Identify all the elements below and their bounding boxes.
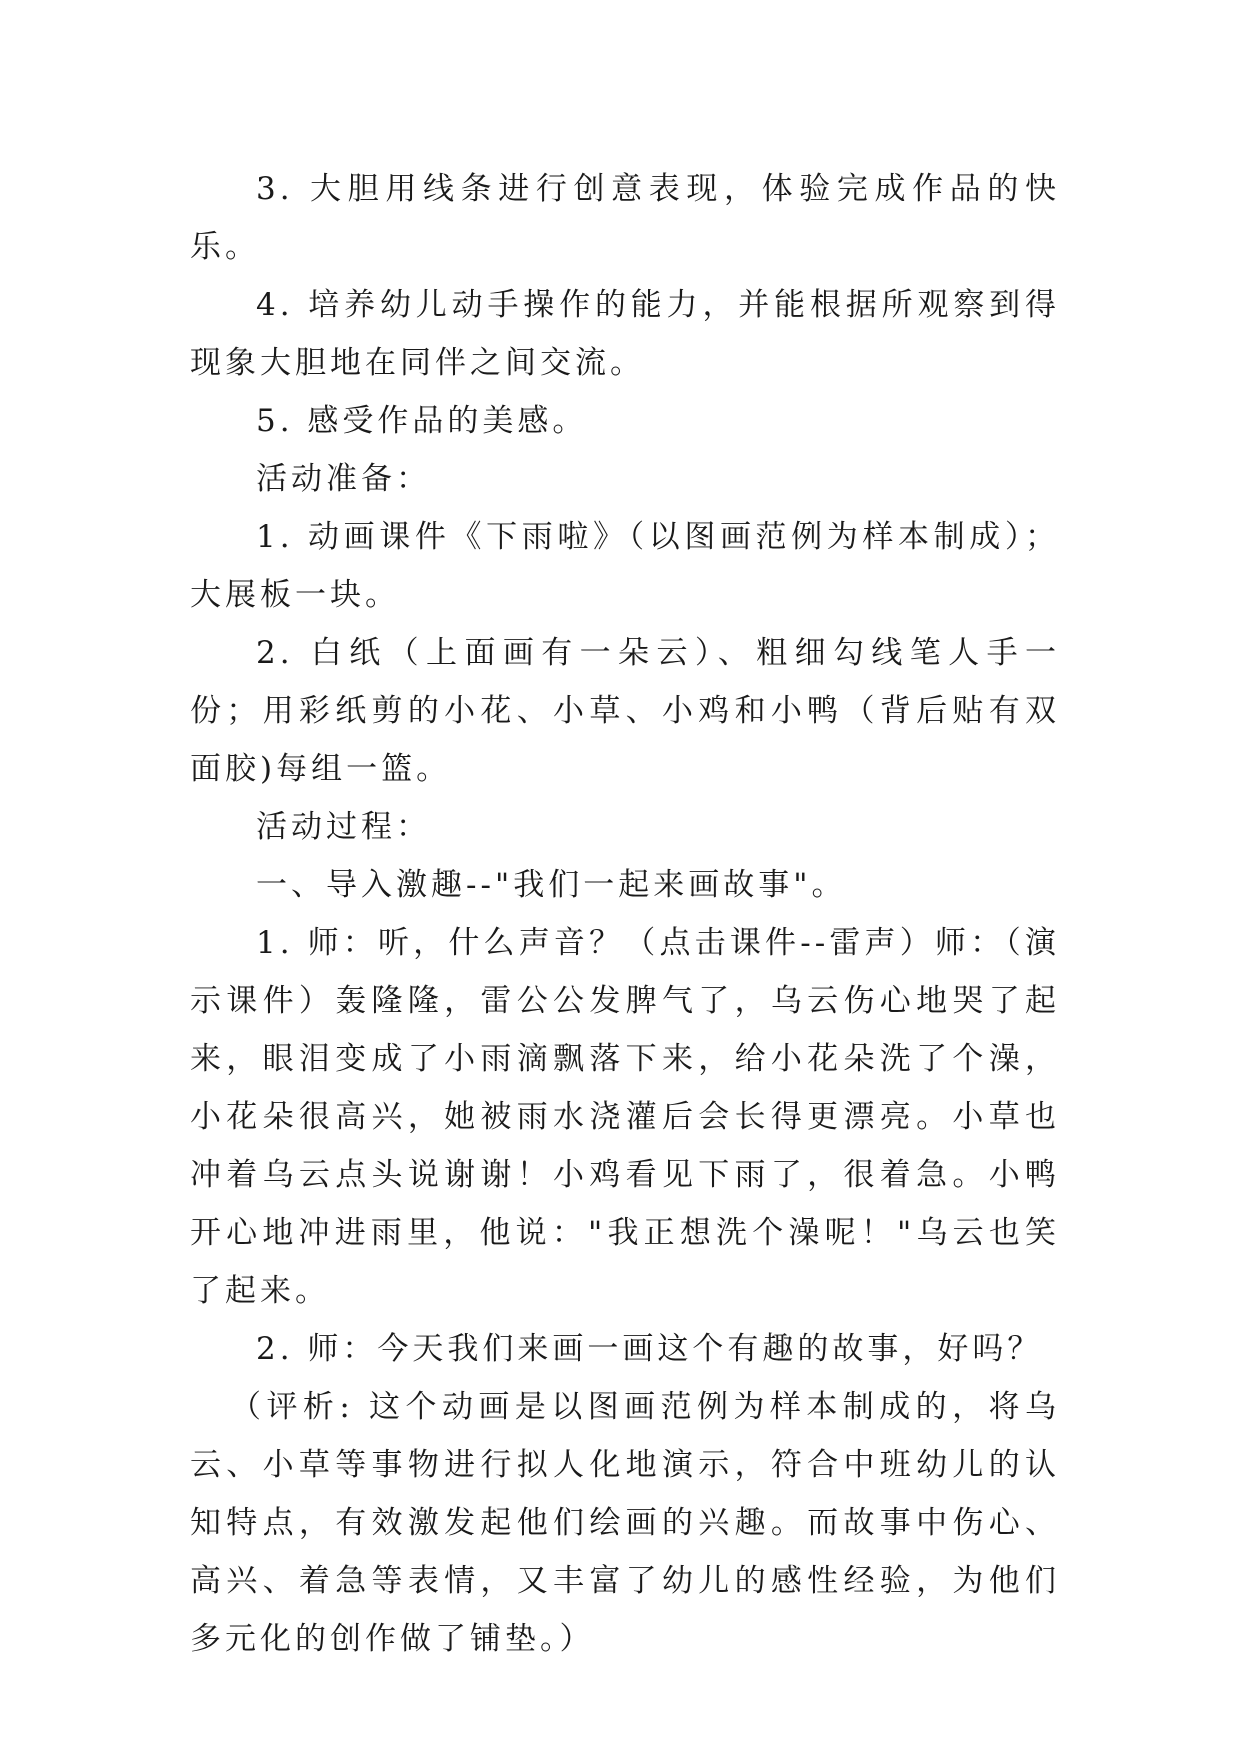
section-heading: 活动过程： — [256, 809, 431, 845]
paragraph: 5. 感受作品的美感。 — [256, 403, 588, 439]
paragraph: 2. 师：今天我们来画一画这个有趣的故事，好吗？ — [256, 1331, 1043, 1367]
commentary-paragraph: （评析: 这个动画是以图画范例为样本制成的，将乌云、小草等事物进行拟人化地演示，符合中班幼儿的认知特点，有效激发起他们绘画的兴趣。而故事中伤心、高兴、着急等表情，又丰富了幼儿的感性经验，为他们多元化的创作做了铺垫。） — [190, 1389, 1060, 1657]
paragraph: 2. 白纸（上面画有一朵云）、粗细勾线笔人手一份；用彩纸剪的小花、小草、小鸡和小鸭（背后贴有双面胶)每组一篮。 — [190, 635, 1060, 787]
paragraph: 1. 动画课件《下雨啦》（以图画范例为样本制成）；大展板一块。 — [190, 519, 1060, 613]
section-heading: 活动准备： — [256, 461, 431, 497]
paragraph: 1. 师：听，什么声音？（点击课件--雷声）师：（演示课件）轰隆隆，雷公公发脾气了，乌云伤心地哭了起来，眼泪变成了小雨滴飘落下来，给小花朵洗了个澡，小花朵很高兴，她被雨水浇灌后会长得更漂亮。小草也冲着乌云点头说谢谢！小鸡看见下雨了，很着急。小鸭开心地冲进雨里，他说："我正想洗个澡呢！"乌云也笑了起来。 — [190, 925, 1060, 1309]
paragraph: 一、导入激趣--"我们一起来画故事"。 — [256, 867, 847, 903]
paragraph: 4. 培养幼儿动手操作的能力，并能根据所观察到得现象大胆地在同伴之间交流。 — [190, 287, 1060, 381]
paragraph: 3. 大胆用线条进行创意表现，体验完成作品的快乐。 — [190, 171, 1060, 265]
document-body — [190, 160, 1060, 1668]
